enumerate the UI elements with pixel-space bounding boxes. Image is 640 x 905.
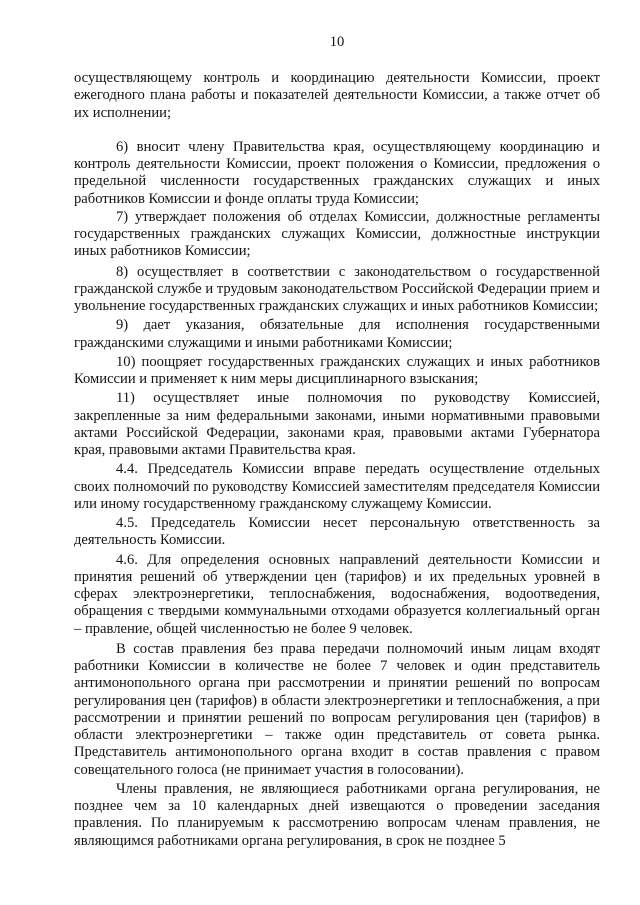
- paragraph-6: 10) поощряет государственных гражданских служащих и иных работников Комиссии и применяет к ним меры дисциплинарного взыскания;: [74, 353, 600, 387]
- paragraph-3: 7) утверждает положения об отделах Комиссии, должностные регламенты государственных гражданских служащих Комиссии, должностные инструкции иных работников Комиссии;: [74, 208, 600, 260]
- paragraph-8: 4.4. Председатель Комиссии вправе передать осуществление отдельных своих полномочий по руководству Комиссией заместителям председателя Комиссии или иному государственному гражданскому служащему Комиссии.: [74, 461, 600, 512]
- paragraph-2: 6) вносит члену Правительства края, осуществляющему координацию и контроль деятельности Комиссии, проект положения о Комиссии, предложения о предельной численности государственных гражданских служащих и иных работников Комиссии и фонде оплаты труда Комиссии;: [74, 138, 600, 207]
- paragraph-5: 9) дает указания, обязательные для исполнения государственными гражданскими служащими и иными работниками Комиссии;: [74, 317, 600, 351]
- paragraph-1: осуществляющему контроль и координацию деятельности Комиссии, проект ежегодного плана работы и показателей деятельности Комиссии, а также отчет об их исполнении;: [74, 70, 600, 121]
- paragraph-10: 4.6. Для определения основных направлений деятельности Комиссии и принятия решений об утверждении цен (тарифов) и их предельных уровней в сферах электроэнергетики, теплоснабжения, водоснабжения, водоотведения, обращения с твердыми коммунальными отходами образуется коллегиальный орган – правление, общей численностью не более 9 человек.: [74, 551, 600, 637]
- paragraph-4: 8) осуществляет в соответствии с законодательством о государственной гражданской службе и трудовым законодательством Российской Федерации прием и увольнение государственных гражданских служащих и иных работников Комиссии;: [74, 263, 600, 314]
- paragraph-11: В состав правления без права передачи полномочий иным лицам входят работники Комиссии в количестве не более 7 человек и один представитель антимонопольного органа при рассмотрении и принятии решений по вопросам регулирования цен (тарифов) в области электроэнергетики и теплоснабжения, а при рассмотрении и принятии решений по вопросам регулирования цен (тарифов) в области электроэнергетики – также один представитель от совета рынка. Представитель антимонопольного органа входит в состав правления с правом совещательного голоса (не принимает участия в голосовании).: [74, 640, 600, 778]
- page-number: 10: [329, 34, 345, 50]
- paragraph-12: Члены правления, не являющиеся работниками органа регулирования, не позднее чем за 10 календарных дней извещаются о проведении заседания правления. По планируемым к рассмотрению вопросам членам правления, не являющимся работниками органа регулирования, в срок не позднее 5: [74, 780, 600, 849]
- paragraph-7: 11) осуществляет иные полномочия по руководству Комиссией, закрепленные за ним федеральными законами, иными нормативными правовыми актами Российской Федерации, законами края, правовыми актами Губернатора края, правовыми актами Правительства края.: [74, 390, 600, 458]
- paragraph-9: 4.5. Председатель Комиссии несет персональную ответственность за деятельность Комиссии.: [74, 515, 600, 549]
